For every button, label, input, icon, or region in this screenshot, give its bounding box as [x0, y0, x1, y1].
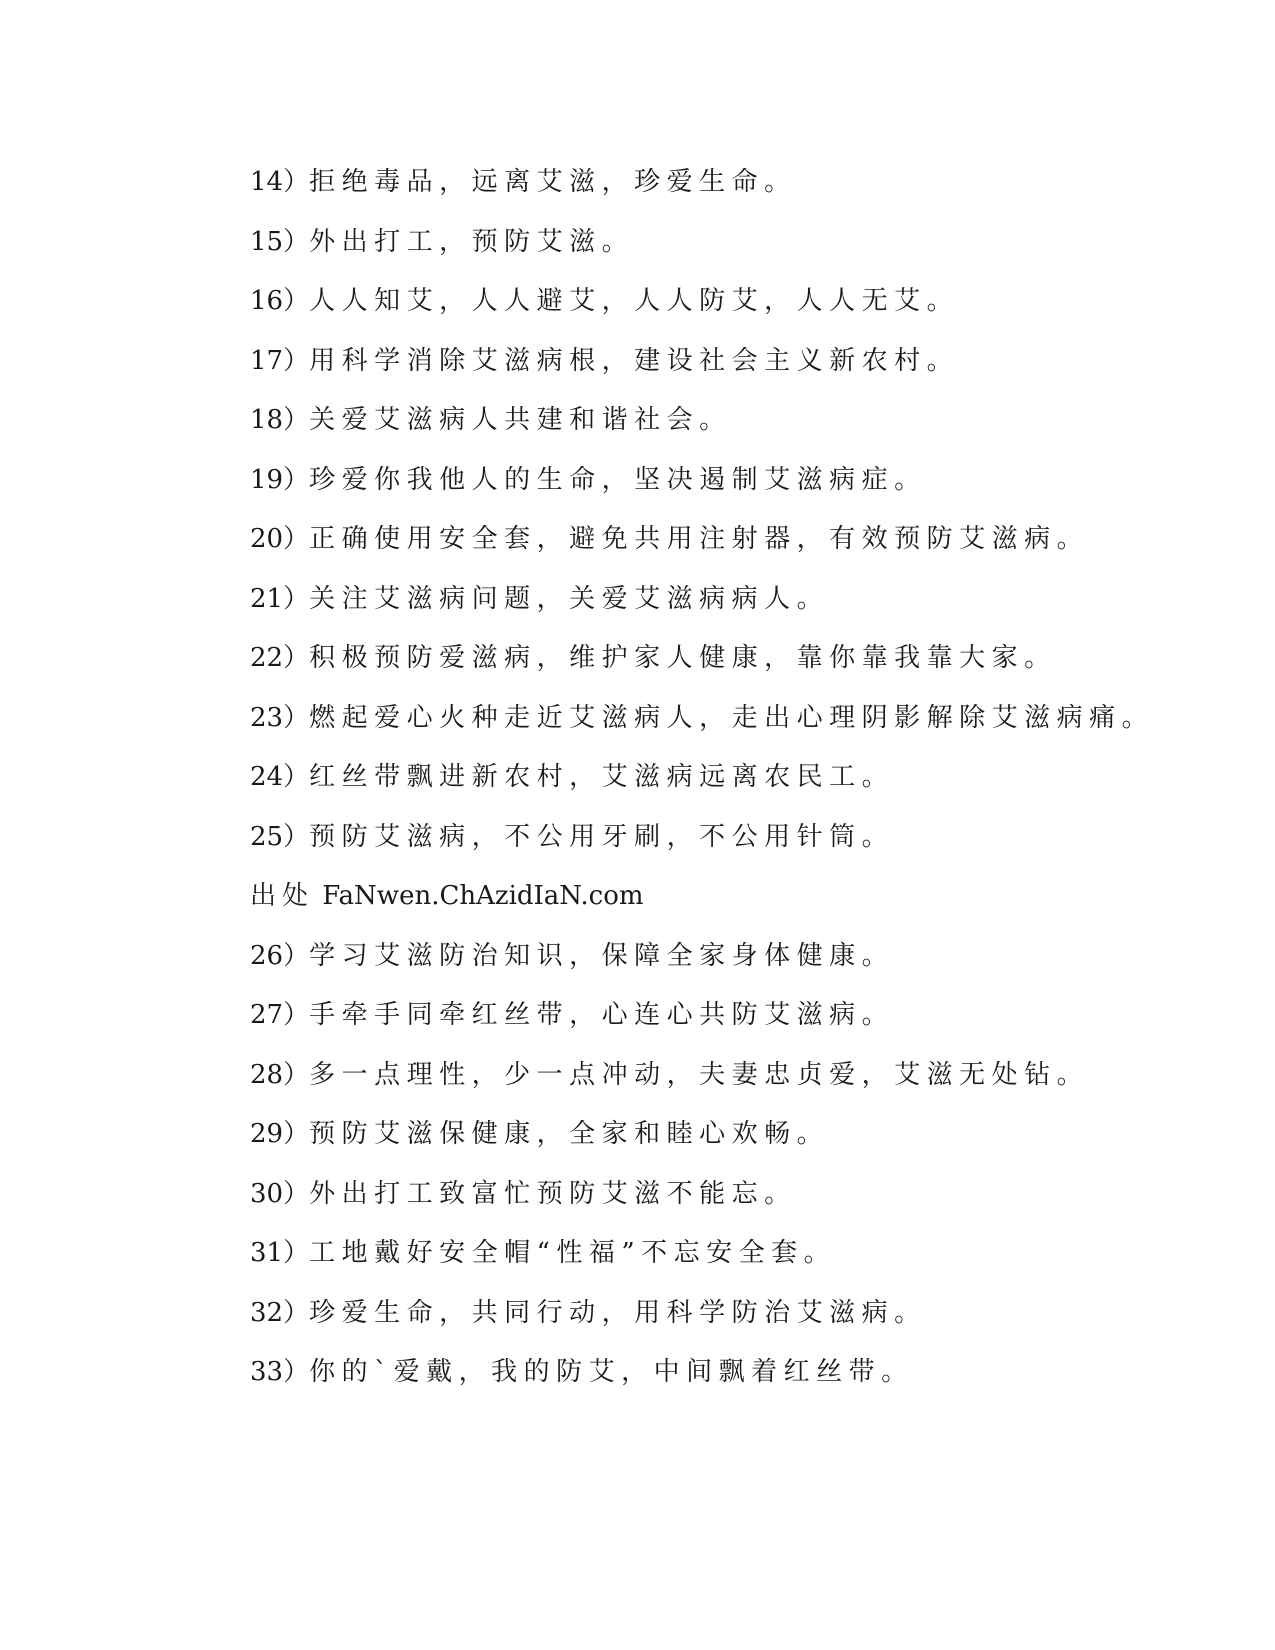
item-number: 21）: [250, 583, 310, 614]
list-item: [250, 995, 1150, 1055]
list-item: [250, 281, 1150, 341]
item-text: 预防艾滋保健康，全家和睦心欢畅。: [309, 1119, 830, 1149]
source-line: [250, 876, 1150, 936]
item-text: 学习艾滋防治知识，保障全家身体健康。: [309, 940, 895, 971]
item-text: 关爱艾滋病人共建和谐社会。: [309, 405, 732, 435]
item-text: 手牵手同牵红丝带，心连心共防艾滋病。: [309, 1000, 895, 1030]
item-number: 24）: [250, 762, 310, 792]
item-number: 27）: [250, 1000, 310, 1030]
item-text: 外出打工致富忙预防艾滋不能忘。: [309, 1178, 797, 1209]
item-text: 积极预防爱滋病，维护家人健康，靠你靠我靠大家。: [309, 643, 1057, 673]
list-item: [250, 757, 1150, 817]
item-number: 19）: [250, 464, 310, 495]
item-number: 20）: [250, 524, 310, 554]
list-item: [250, 1055, 1150, 1115]
item-text: 外出打工，预防艾滋。: [309, 226, 635, 257]
list-item: [250, 936, 1150, 996]
slogan-list: [250, 162, 1155, 1412]
list-item: [250, 638, 1150, 698]
item-text: 燃起爱心火种走近艾滋病人，走出心理阴影解除艾滋病痛。: [309, 702, 1155, 733]
item-text: 用科学消除艾滋病根，建设社会主义新农村。: [309, 345, 960, 376]
item-number: 25）: [250, 821, 310, 852]
list-item: [250, 579, 1150, 639]
list-item: [250, 222, 1150, 282]
list-item: [250, 817, 1150, 877]
source-label: 出处: [250, 881, 315, 911]
item-number: 28）: [250, 1059, 310, 1090]
list-item: [250, 1174, 1150, 1234]
list-item: [250, 1114, 1150, 1174]
item-text: 红丝带飘进新农村，艾滋病远离农民工。: [309, 762, 895, 792]
source-site: FaNwen.ChAzidIaN.com: [322, 881, 644, 911]
item-number: 31）: [250, 1238, 310, 1268]
list-item: [250, 1352, 1150, 1412]
item-number: 26）: [250, 940, 310, 971]
item-text: 预防艾滋病，不公用牙刷，不公用针筒。: [309, 821, 895, 852]
item-number: 18）: [250, 405, 310, 435]
item-text: 珍爱生命，共同行动，用科学防治艾滋病。: [309, 1297, 927, 1328]
item-number: 22）: [250, 643, 310, 673]
item-text: 拒绝毒品，远离艾滋，珍爱生命。: [309, 167, 797, 197]
item-text: 珍爱你我他人的生命，坚决遏制艾滋病症。: [309, 464, 927, 495]
item-number: 30）: [250, 1178, 310, 1209]
item-number: 29）: [250, 1119, 310, 1149]
item-text: 人人知艾，人人避艾，人人防艾，人人无艾。: [309, 286, 960, 316]
list-item: [250, 1293, 1150, 1353]
item-number: 14）: [250, 167, 310, 197]
item-number: 16）: [250, 286, 310, 316]
list-item: [250, 1233, 1150, 1293]
list-item: [250, 400, 1150, 460]
item-number: 15）: [250, 226, 310, 257]
item-text: 你的`爱戴，我的防艾，中间飘着红丝带。: [309, 1357, 914, 1387]
item-text: 正确使用安全套，避免共用注射器，有效预防艾滋病。: [309, 524, 1090, 554]
item-number: 33）: [250, 1357, 310, 1387]
item-text: 关注艾滋病问题，关爱艾滋病病人。: [309, 583, 830, 614]
item-number: 32）: [250, 1297, 310, 1328]
item-number: 17）: [250, 345, 310, 376]
list-item: [250, 519, 1150, 579]
item-text: 工地戴好安全帽“性福”不忘安全套。: [309, 1238, 837, 1268]
list-item: [250, 162, 1150, 222]
item-text: 多一点理性，少一点冲动，夫妻忠贞爱，艾滋无处钻。: [309, 1059, 1090, 1090]
list-item: [250, 341, 1150, 401]
list-item: [250, 460, 1150, 520]
list-item: [250, 698, 1155, 758]
item-number: 23）: [250, 702, 310, 733]
